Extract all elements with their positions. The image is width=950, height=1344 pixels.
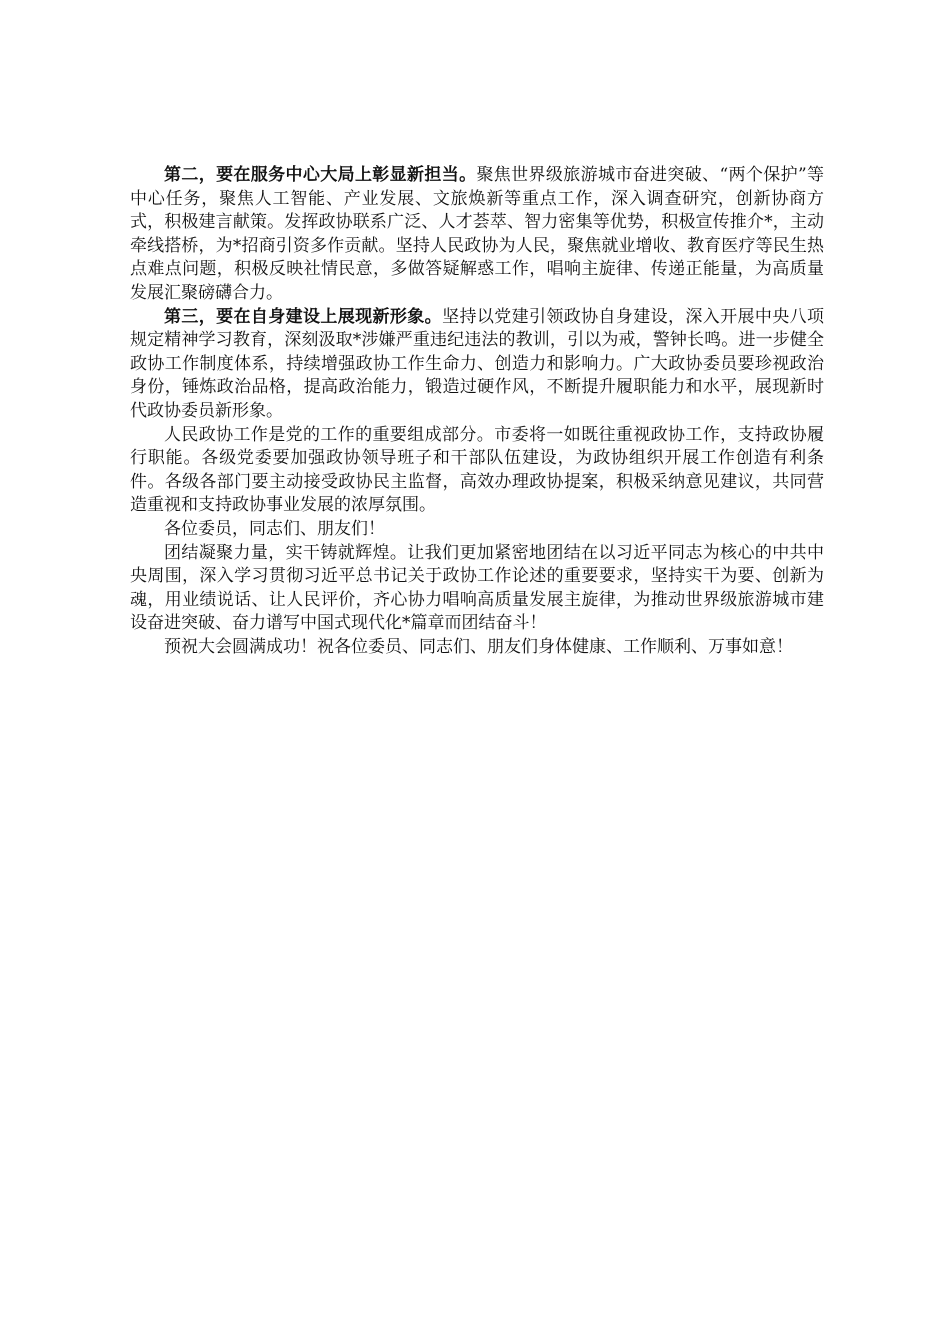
paragraph-party-support <box>130 424 824 518</box>
paragraph-heading: 第三，要在自身建设上展现新形象。 <box>164 306 443 327</box>
paragraph-third-point <box>130 306 824 424</box>
paragraph-text: 人民政协工作是党的工作的重要组成部分。市委将一如既往重视政协工作，支持政协履行职能。各级党委要加强政协领导班子和干部队伍建设，为政协组织开展工作创造有利条件。各级各部门要主动接受政协民主监督，高效办理政协提案，积极采纳意见建议，共同营造重视和支持政协事业发展的浓厚氛围。 <box>130 424 824 516</box>
paragraph-call-to-action <box>130 542 824 636</box>
paragraph-second-point <box>130 164 824 306</box>
paragraph-text: 坚持以党建引领政协自身建设，深入开展中央八项规定精神学习教育，深刻汲取*涉嫌严重违纪违法的教训，引以为戒，警钟长鸣。进一步健全政协工作制度体系，持续增强政协工作生命力、创造力和影响力。广大政协委员要珍视政治身份，锤炼政治品格，提高政治能力，锻造过硬作风，不断提升履职能力和水平，展现新时代政协委员新形象。 <box>130 306 825 421</box>
paragraph-closing-wishes <box>130 636 824 660</box>
document-body <box>130 164 824 659</box>
paragraph-heading: 第二，要在服务中心大局上彰显新担当。 <box>164 165 477 185</box>
paragraph-salutation <box>130 518 824 542</box>
paragraph-text: 各位委员，同志们、朋友们！ <box>164 518 385 539</box>
paragraph-text: 预祝大会圆满成功！祝各位委员、同志们、朋友们身体健康、工作顺利、万事如意！ <box>164 636 793 657</box>
paragraph-text: 团结凝聚力量，实干铸就辉煌。让我们更加紧密地团结在以习近平同志为核心的中共中央周围，深入学习贯彻习近平总书记关于政协工作论述的重要要求，坚持实干为要、创新为魂，用业绩说话、让人民评价，齐心协力唱响高质量发展主旋律，为推动世界级旅游城市建设奋进突破、奋力谱写中国式现代化*篇章而团结奋斗！ <box>130 542 824 634</box>
paragraph-text: 聚焦世界级旅游城市奋进突破、“两个保护”等中心任务，聚焦人工智能、产业发展、文旅焕新等重点工作，深入调查研究，创新协商方式，积极建言献策。发挥政协联系广泛、人才荟萃、智力密集等优势，积极宣传推介*，主动牵线搭桥，为*招商引资多作贡献。坚持人民政协为人民，聚焦就业增收、教育医疗等民生热点难点问题，积极反映社情民意，多做答疑解惑工作，唱响主旋律、传递正能量，为高质量发展汇聚磅礴合力。 <box>130 165 824 303</box>
